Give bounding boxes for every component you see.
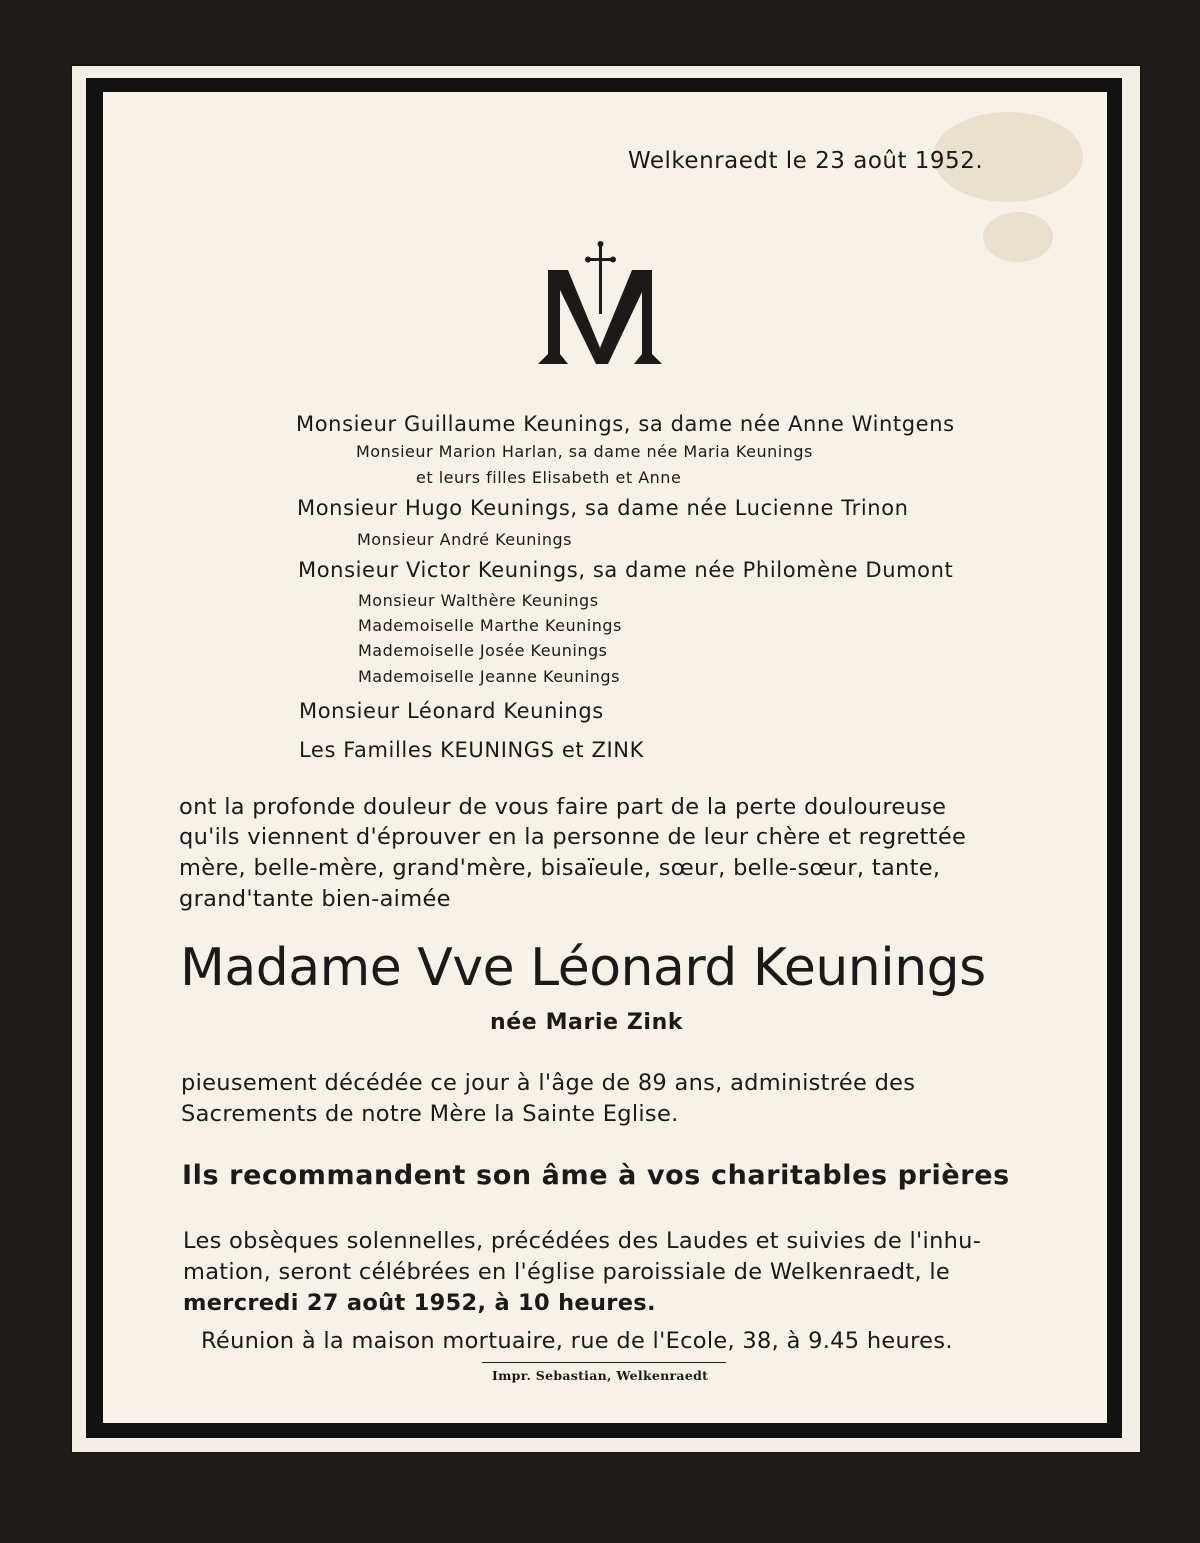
paper-stain (983, 212, 1053, 262)
announcement-line: mère, belle-mère, grand'mère, bisaïeule, sœur, belle-sœur, tante, (179, 855, 941, 881)
family-line: Les Familles KEUNINGS et ZINK (299, 738, 644, 762)
family-subline: Mademoiselle Marthe Keunings (358, 616, 622, 635)
death-line: pieusement décédée ce jour à l'âge de 89 ans, administrée des (181, 1070, 916, 1096)
family-subline: et leurs filles Elisabeth et Anne (416, 468, 682, 487)
funeral-line: mercredi 27 août 1952, à 10 heures. (183, 1290, 656, 1316)
family-subline: Mademoiselle Josée Keunings (358, 641, 608, 660)
family-subline: Monsieur Walthère Keunings (358, 591, 599, 610)
announcement-line: ont la profonde douleur de vous faire part de la perte douloureuse (179, 794, 947, 820)
death-line: Sacrements de notre Mère la Sainte Eglise. (181, 1101, 679, 1127)
cross-monogram-icon (530, 236, 670, 372)
family-line: Monsieur Léonard Keunings (299, 699, 604, 723)
printer-credit: Impr. Sebastian, Welkenraedt (492, 1368, 709, 1383)
family-subline: Monsieur André Keunings (357, 530, 572, 549)
announcement-line: grand'tante bien-aimée (179, 886, 451, 912)
maiden-name: née Marie Zink (490, 1010, 684, 1035)
prayer-request: Ils recommandent son âme à vos charitables prières (182, 1160, 1010, 1191)
family-subline: Monsieur Marion Harlan, sa dame née Maria Keunings (356, 442, 813, 461)
family-subline: Mademoiselle Jeanne Keunings (358, 667, 620, 686)
family-line: Monsieur Hugo Keunings, sa dame née Lucienne Trinon (297, 496, 909, 520)
date-line: Welkenraedt le 23 août 1952. (628, 148, 984, 174)
funeral-line: mation, seront célébrées en l'église paroissiale de Welkenraedt, le (183, 1259, 951, 1285)
deceased-name: Madame Vve Léonard Keunings (180, 938, 986, 998)
funeral-line: Les obsèques solennelles, précédées des Laudes et suivies de l'inhu- (183, 1228, 982, 1254)
family-line: Monsieur Victor Keunings, sa dame née Philomène Dumont (298, 558, 954, 582)
divider (482, 1362, 726, 1363)
meeting-line: Réunion à la maison mortuaire, rue de l'Ecole, 38, à 9.45 heures. (201, 1328, 953, 1354)
announcement-line: qu'ils viennent d'éprouver en la personne de leur chère et regrettée (179, 824, 967, 850)
family-line: Monsieur Guillaume Keunings, sa dame née Anne Wintgens (296, 412, 955, 436)
